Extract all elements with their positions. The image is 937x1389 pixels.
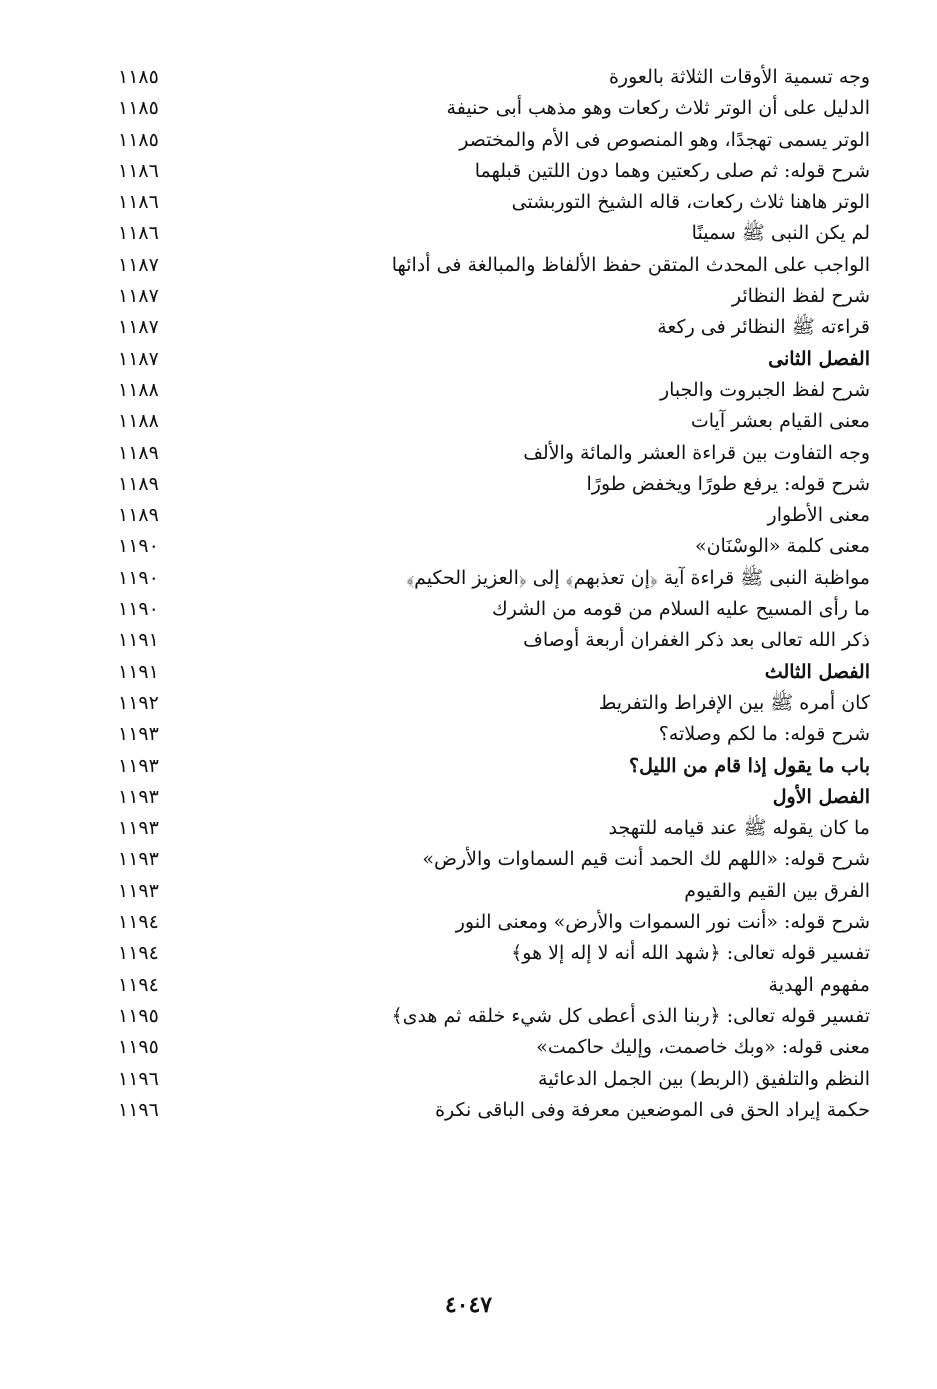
entry-title: وجه التفاوت بين قراءة العشر والمائة والألف [523, 441, 870, 464]
entry-page-number: ١١٩٥ [118, 1036, 159, 1059]
entry-title: باب ما يقول إذا قام من الليل؟ [629, 754, 870, 777]
entry-page-number: ١١٨٧ [118, 285, 159, 308]
entry-page-number: ١١٩٣ [118, 723, 159, 746]
entry-page-number: ١١٩١ [118, 660, 159, 683]
entry-title: معنى القيام بعشر آيات [690, 410, 870, 433]
entry-title: ما كان يقوله ﷺ عند قيامه للتهجد [608, 817, 870, 840]
toc-entry [118, 500, 870, 531]
entry-page-number: ١١٨٦ [118, 222, 159, 245]
toc-entry [118, 344, 870, 375]
toc-entry [118, 1001, 870, 1032]
entry-title: الفصل الثالث [764, 660, 870, 683]
entry-title: شرح قوله: يرفع طورًا ويخفض طورًا [586, 472, 870, 495]
entry-title: وجه تسمية الأوقات الثلاثة بالعورة [608, 66, 870, 88]
entry-page-number: ١١٩٤ [118, 942, 159, 965]
entry-page-number: ١١٨٧ [118, 316, 159, 339]
entry-page-number: ١١٩١ [118, 629, 159, 652]
toc-entry [118, 125, 870, 156]
toc-entry [118, 751, 870, 782]
entry-title: الفرق بين القيم والقيوم [684, 879, 870, 902]
toc-entry [118, 375, 870, 406]
toc-entry [118, 312, 870, 343]
toc-entry [118, 1064, 870, 1095]
toc-entry [118, 970, 870, 1001]
entry-title: ذكر الله تعالى بعد ذكر الغفران أربعة أوصاف [523, 629, 870, 652]
entry-page-number: ١١٨٦ [118, 159, 159, 182]
entry-title: مواظبة النبى ﷺ قراءة آية ﴿إن تعذبهم﴾ إلى ﴿العزيز الحكيم﴾ [406, 566, 870, 589]
entry-page-number: ١١٨٧ [118, 347, 159, 370]
toc-entry [118, 844, 870, 875]
toc-entry [118, 250, 870, 281]
entry-title: حكمة إيراد الحق فى الموضعين معرفة وفى الباقى نكرة [435, 1098, 870, 1121]
entry-title: مفهوم الهدية [768, 973, 870, 996]
page-number: ٤٠٤٧ [444, 1292, 493, 1318]
toc-entry [118, 876, 870, 907]
toc-entry [118, 657, 870, 688]
toc-entry [118, 782, 870, 813]
entry-page-number: ١١٩٣ [118, 785, 159, 808]
entry-page-number: ١١٩٦ [118, 1098, 159, 1121]
entry-page-number: ١١٩٠ [118, 535, 159, 558]
entry-page-number: ١١٩٣ [118, 879, 159, 902]
entry-title: شرح قوله: «اللهم لك الحمد أنت قيم السماوات والأرض» [422, 848, 870, 871]
entry-title: الوتر هاهنا ثلاث ركعات، قاله الشيخ التوربشتى [511, 191, 870, 214]
toc-entry [118, 187, 870, 218]
toc-entry [118, 438, 870, 469]
entry-page-number: ١١٨٦ [118, 191, 159, 214]
entry-title: الوتر يسمى تهجدًا، وهو المنصوص فى الأم والمختصر [459, 128, 870, 151]
entry-page-number: ١١٨٨ [118, 410, 159, 433]
toc-entry [118, 813, 870, 844]
entry-title: شرح قوله: ما لكم وصلاته؟ [658, 723, 870, 746]
toc-entry [118, 406, 870, 437]
entry-page-number: ١١٨٩ [118, 441, 159, 464]
entry-title: الفصل الثانى [768, 347, 870, 370]
toc-entry [118, 907, 870, 938]
entry-page-number: ١١٩٠ [118, 566, 159, 589]
entry-page-number: ١١٨٥ [118, 128, 159, 151]
entry-title: قراءته ﷺ النظائر فى ركعة [657, 316, 870, 339]
entry-title: تفسير قوله تعالى: ﴿ربنا الذى أعطى كل شيء خلقه ثم هدى﴾ [391, 1004, 870, 1027]
entry-title: شرح لفظ النظائر [731, 285, 870, 308]
entry-page-number: ١١٨٩ [118, 504, 159, 527]
entry-title: لم يكن النبى ﷺ سمينًا [691, 222, 870, 245]
toc-entry [118, 688, 870, 719]
entry-page-number: ١١٩٠ [118, 598, 159, 621]
entry-page-number: ١١٩٥ [118, 1004, 159, 1027]
entry-title: تفسير قوله تعالى: ﴿شهد الله أنه لا إله إلا هو﴾ [511, 942, 870, 965]
toc-entry [118, 1095, 870, 1126]
entry-title: شرح قوله: «أنت نور السموات والأرض» ومعنى النور [455, 911, 870, 934]
entry-title: النظم والتلفيق (الربط) بين الجمل الدعائية [538, 1067, 870, 1090]
entry-page-number: ١١٨٩ [118, 472, 159, 495]
entry-title: شرح لفظ الجبروت والجبار [659, 378, 870, 401]
toc-entry [118, 531, 870, 562]
entry-page-number: ١١٩٤ [118, 911, 159, 934]
toc-entry [118, 1032, 870, 1063]
entry-page-number: ١١٩٦ [118, 1067, 159, 1090]
toc-entry [118, 719, 870, 750]
table-of-contents [118, 62, 870, 1126]
entry-page-number: ١١٨٨ [118, 378, 159, 401]
entry-title: معنى قوله: «وبك خاصمت، وإليك حاكمت» [536, 1036, 870, 1059]
toc-entry [118, 62, 870, 93]
entry-page-number: ١١٨٥ [118, 66, 159, 88]
toc-entry [118, 563, 870, 594]
entry-title: شرح قوله: ثم صلى ركعتين وهما دون اللتين قبلهما [474, 159, 870, 182]
entry-page-number: ١١٩٢ [118, 691, 159, 714]
toc-entry [118, 625, 870, 656]
entry-page-number: ١١٩٣ [118, 848, 159, 871]
toc-entry [118, 469, 870, 500]
toc-entry [118, 594, 870, 625]
entry-title: الواجب على المحدث المتقن حفظ الألفاظ والمبالغة فى أدائها [391, 253, 870, 276]
entry-title: معنى الأطوار [767, 504, 870, 527]
entry-page-number: ١١٨٧ [118, 253, 159, 276]
toc-entry [118, 93, 870, 124]
entry-title: معنى كلمة «الوسْنَان» [694, 535, 870, 558]
entry-page-number: ١١٩٣ [118, 817, 159, 840]
entry-title: ما رأى المسيح عليه السلام من قومه من الشرك [492, 598, 870, 621]
toc-entry [118, 218, 870, 249]
entry-title: الفصل الأول [772, 785, 870, 808]
entry-page-number: ١١٩٤ [118, 973, 159, 996]
entry-title: الدليل على أن الوتر ثلاث ركعات وهو مذهب أبى حنيفة [446, 97, 870, 120]
toc-entry [118, 281, 870, 312]
entry-page-number: ١١٨٥ [118, 97, 159, 120]
toc-entry [118, 938, 870, 969]
toc-entry [118, 156, 870, 187]
entry-page-number: ١١٩٣ [118, 754, 159, 777]
entry-title: كان أمره ﷺ بين الإفراط والتفريط [598, 691, 870, 714]
